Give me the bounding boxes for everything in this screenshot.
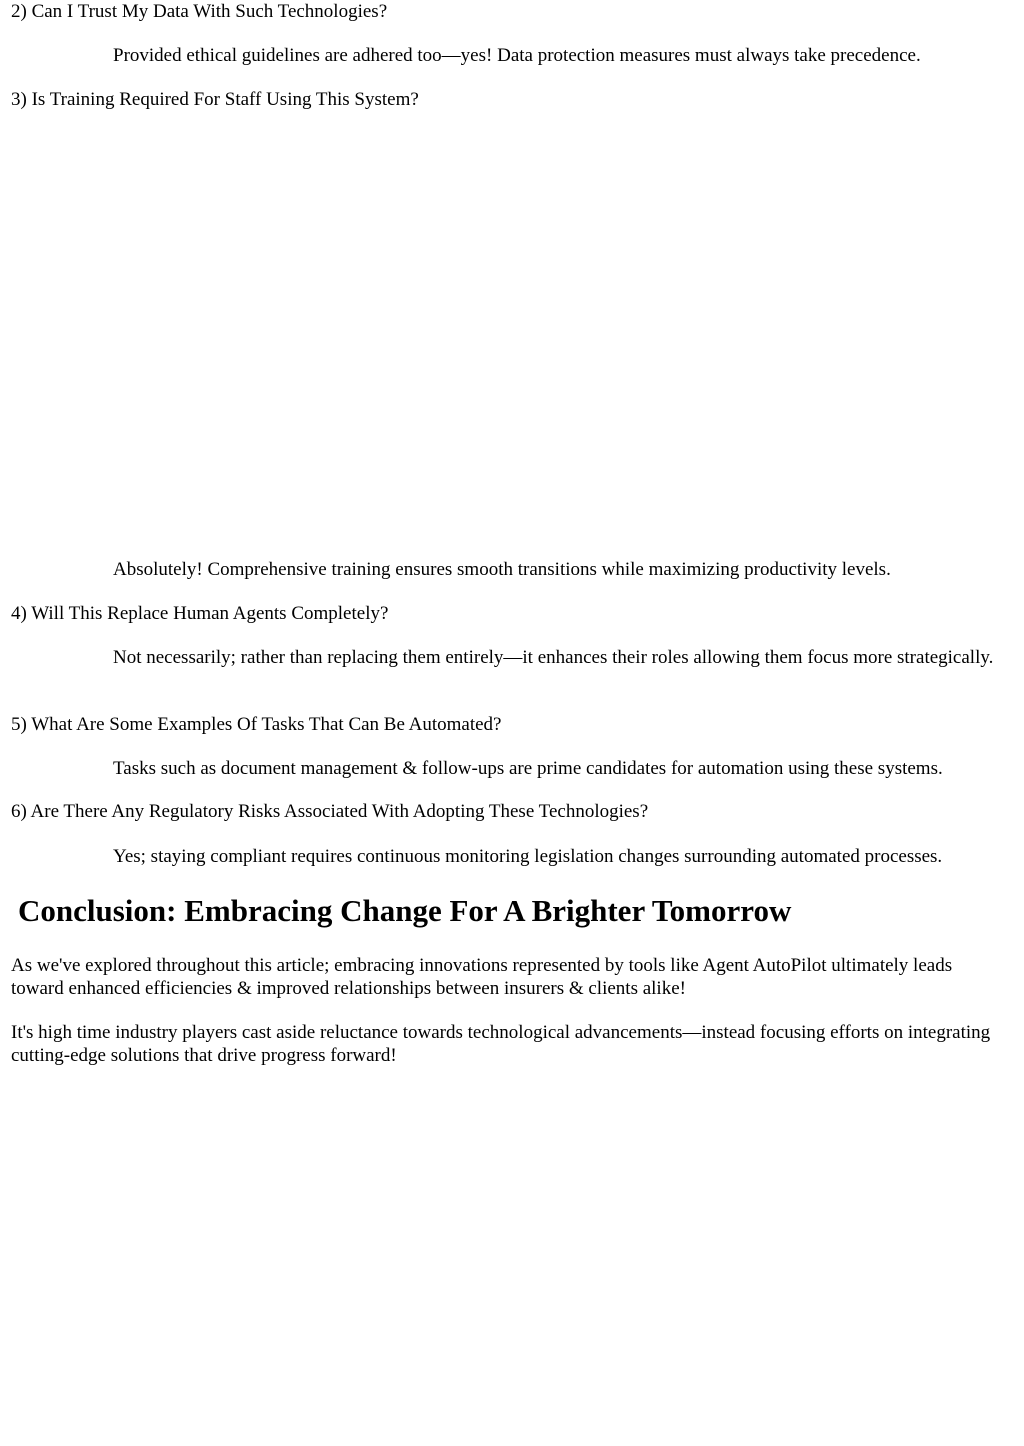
faq-question: 3) Is Training Required For Staff Using This System?: [11, 89, 419, 110]
conclusion-paragraph: As we've explored throughout this article; embracing innovations represented by tools like Agent AutoPilot ultimately leads toward enhanced efficiencies & improved relationships between insurers & clients alike!: [11, 955, 953, 999]
faq-answer: Provided ethical guidelines are adhered too—yes! Data protection measures must always take precedence.: [113, 45, 921, 66]
conclusion-paragraph: It's high time industry players cast aside reluctance towards technological advancements—instead focusing efforts on integrating cutting-edge solutions that drive progress forward!: [11, 1022, 991, 1066]
conclusion-heading: Conclusion: Embracing Change For A Brighter Tomorrow: [18, 893, 792, 928]
faq-question: 6) Are There Any Regulatory Risks Associated With Adopting These Technologies?: [11, 801, 649, 822]
faq-answer: Tasks such as document management & follow-ups are prime candidates for automation using these systems.: [113, 758, 943, 779]
faq-answer: Not necessarily; rather than replacing them entirely—it enhances their roles allowing them focus more strategically.: [113, 647, 994, 668]
faq-question: 2) Can I Trust My Data With Such Technologies?: [11, 1, 388, 22]
faq-question: 4) Will This Replace Human Agents Completely?: [11, 603, 389, 624]
faq-answer: Absolutely! Comprehensive training ensures smooth transitions while maximizing productivity levels.: [113, 559, 891, 580]
faq-question: 5) What Are Some Examples Of Tasks That Can Be Automated?: [11, 714, 502, 735]
faq-answer: Yes; staying compliant requires continuous monitoring legislation changes surrounding automated processes.: [113, 846, 943, 867]
